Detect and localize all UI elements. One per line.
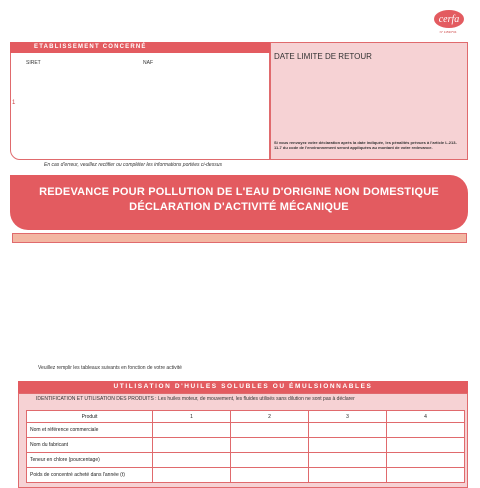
table-header-row: [27, 411, 465, 423]
row-label: Poids de concentré acheté dans l'année (t): [27, 468, 153, 483]
cerfa-logo: cerfa: [434, 10, 464, 28]
input-cell[interactable]: [387, 423, 465, 438]
row-label: Teneur en chlore (pourcentage): [27, 453, 153, 468]
column-header: Produit: [27, 411, 153, 423]
input-cell[interactable]: [309, 468, 387, 483]
products-table: [26, 410, 465, 483]
naf-label: NAF: [143, 60, 153, 66]
input-cell[interactable]: [309, 453, 387, 468]
establishment-header: ETABLISSEMENT CONCERNÉ: [10, 42, 270, 53]
cerfa-number: N° 11530*04: [439, 30, 457, 34]
input-cell[interactable]: [153, 468, 231, 483]
input-cell[interactable]: [153, 453, 231, 468]
input-cell[interactable]: [231, 453, 309, 468]
input-cell[interactable]: [387, 438, 465, 453]
input-cell[interactable]: [231, 423, 309, 438]
row-label: Nom du fabricant: [27, 438, 153, 453]
establishment-box: [10, 42, 270, 160]
table-row: [27, 468, 465, 483]
input-cell[interactable]: [153, 438, 231, 453]
identification-note: IDENTIFICATION ET UTILISATION DES PRODUITS : Les huiles moteur, de mouvement, les fluides utilisés sans dilution ne sont pas à déclarer: [36, 396, 355, 402]
column-header: 3: [309, 411, 387, 423]
page-subtitle: DÉCLARATION D'ACTIVITÉ MÉCANIQUE: [129, 201, 349, 213]
fill-instruction: Veuillez remplir les tableaux suivants en fonction de votre activité: [38, 365, 182, 371]
input-cell[interactable]: [309, 438, 387, 453]
return-date-label: DATE LIMITE DE RETOUR: [274, 52, 372, 61]
banner-underline: [12, 233, 467, 243]
column-header: 4: [387, 411, 465, 423]
input-cell[interactable]: [231, 468, 309, 483]
table-row: [27, 453, 465, 468]
column-header: 2: [231, 411, 309, 423]
row-label: Nom et référence commerciale: [27, 423, 153, 438]
input-cell[interactable]: [387, 468, 465, 483]
input-cell[interactable]: [153, 423, 231, 438]
section-number: 1: [12, 100, 16, 106]
page-title: REDEVANCE POUR POLLUTION DE L'EAU D'ORIGINE NON DOMESTIQUE: [39, 186, 439, 198]
table-row: [27, 423, 465, 438]
input-cell[interactable]: [309, 423, 387, 438]
input-cell[interactable]: [387, 453, 465, 468]
penalty-note: Si vous renvoyez votre déclaration après la date indiquée, les pénalités prévues à l'article L.213-11-7 du code de l'environnement seront appliquées au montant de votre redevance.: [274, 140, 457, 150]
utilisation-header: UTILISATION D'HUILES SOLUBLES OU ÉMULSIONNABLES: [18, 381, 468, 393]
column-header: 1: [153, 411, 231, 423]
input-cell[interactable]: [231, 438, 309, 453]
table-row: [27, 438, 465, 453]
error-note: En cas d'erreur, veuillez rectifier ou compléter les informations portées ci-dessus: [44, 162, 222, 168]
siret-label: SIRET: [26, 60, 41, 66]
